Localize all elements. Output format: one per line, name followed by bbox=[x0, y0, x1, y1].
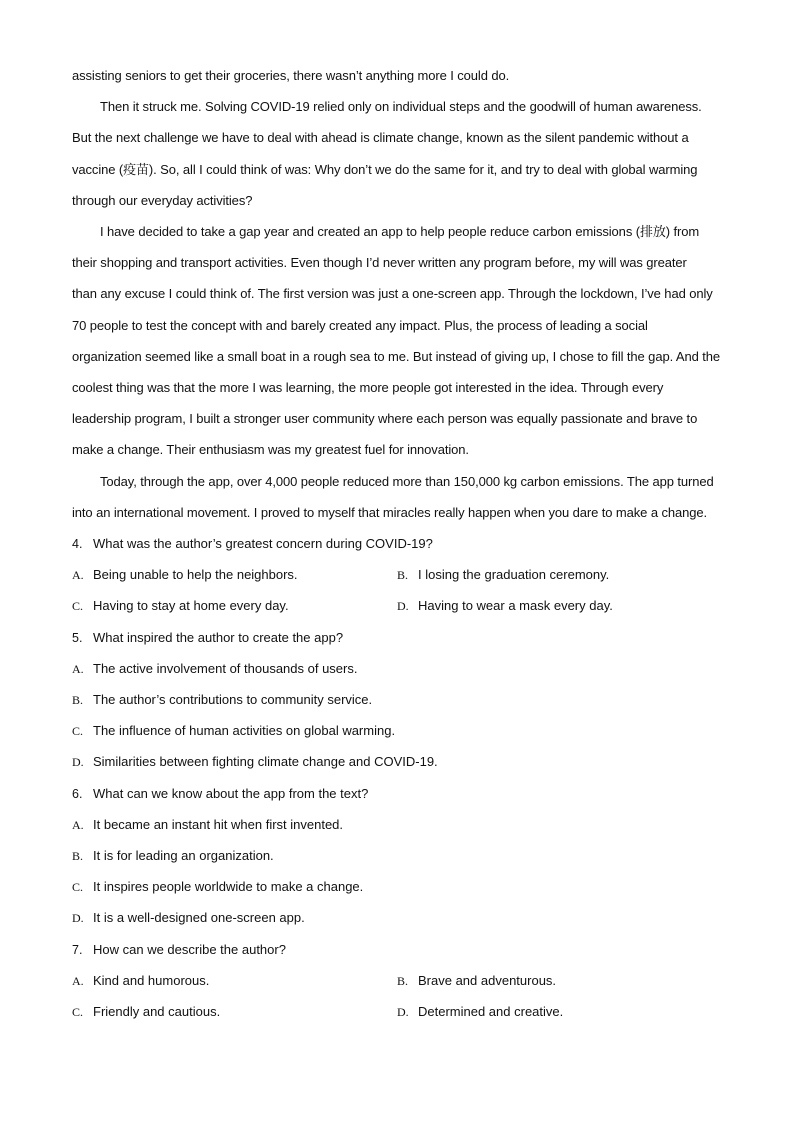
passage-line: Then it struck me. Solving COVID-19 relied only on individual steps and the goodwill of human awareness. bbox=[100, 99, 702, 114]
passage-line: make a change. Their enthusiasm was my greatest fuel for innovation. bbox=[72, 442, 469, 457]
question-number: 7. bbox=[72, 943, 83, 957]
option-letter: D. bbox=[72, 755, 84, 769]
question-text: What inspired the author to create the app? bbox=[93, 630, 344, 645]
option-text: Being unable to help the neighbors. bbox=[93, 567, 298, 582]
passage-line: into an international movement. I proved to myself that miracles really happen when you dare to make a change. bbox=[72, 505, 708, 520]
passage-line: But the next challenge we have to deal with ahead is climate change, known as the silent pandemic without a bbox=[72, 130, 689, 145]
passage-line: organization seemed like a small boat in a rough sea to me. But instead of giving up, I chose to fill the gap. And the bbox=[72, 349, 720, 364]
option-text: Having to stay at home every day. bbox=[93, 598, 289, 613]
option-letter: C. bbox=[72, 724, 84, 738]
option-letter: D. bbox=[397, 1005, 409, 1019]
option-text: The influence of human activities on global warming. bbox=[93, 723, 396, 738]
option-letter: D. bbox=[72, 911, 84, 925]
passage-line: their shopping and transport activities. Even though I’d never written any program before, my will was greater bbox=[72, 255, 687, 270]
question-number: 4. bbox=[72, 537, 83, 551]
passage-line: assisting seniors to get their groceries, there wasn’t anything more I could do. bbox=[72, 68, 510, 83]
question-number: 6. bbox=[72, 787, 83, 801]
option-text: The author’s contributions to community service. bbox=[93, 692, 373, 707]
passage-line: coolest thing was that the more I was learning, the more people got interested in the idea. Through every bbox=[72, 380, 664, 395]
option-letter: C. bbox=[72, 880, 84, 894]
option-text: Similarities between fighting climate change and COVID-19. bbox=[93, 754, 438, 769]
passage-line: through our everyday activities? bbox=[72, 193, 253, 208]
option-letter: A. bbox=[72, 662, 84, 676]
option-letter: A. bbox=[72, 568, 84, 582]
option-text: It is for leading an organization. bbox=[93, 848, 274, 863]
passage-line: leadership program, I built a stronger user community where each person was equally passionate and brave to bbox=[72, 411, 698, 426]
option-letter: A. bbox=[72, 974, 84, 988]
option-letter: B. bbox=[397, 568, 409, 582]
option-letter: C. bbox=[72, 1005, 84, 1019]
option-letter: D. bbox=[397, 599, 409, 613]
option-text: It became an instant hit when first invented. bbox=[93, 817, 344, 832]
passage-line: I have decided to take a gap year and created an app to help people reduce carbon emissions (排放) from bbox=[100, 224, 700, 239]
option-letter: A. bbox=[72, 818, 84, 832]
option-text: Friendly and cautious. bbox=[93, 1004, 221, 1019]
question-text: What was the author’s greatest concern during COVID-19? bbox=[93, 536, 433, 551]
option-text: Determined and creative. bbox=[418, 1004, 564, 1019]
option-text: Having to wear a mask every day. bbox=[418, 598, 613, 613]
passage-line: Today, through the app, over 4,000 people reduced more than 150,000 kg carbon emissions. The app turned bbox=[100, 474, 714, 489]
option-letter: B. bbox=[72, 849, 84, 863]
option-text: I losing the graduation ceremony. bbox=[418, 567, 610, 582]
option-text: Brave and adventurous. bbox=[418, 973, 557, 988]
option-letter: B. bbox=[72, 693, 84, 707]
option-text: It inspires people worldwide to make a change. bbox=[93, 879, 364, 894]
option-text: It is a well-designed one-screen app. bbox=[93, 910, 305, 925]
question-number: 5. bbox=[72, 631, 83, 645]
option-text: Kind and humorous. bbox=[93, 973, 210, 988]
question-text: What can we know about the app from the text? bbox=[93, 786, 369, 801]
option-letter: B. bbox=[397, 974, 409, 988]
option-text: The active involvement of thousands of users. bbox=[93, 661, 358, 676]
passage-line: 70 people to test the concept with and barely created any impact. Plus, the process of leading a social bbox=[72, 318, 648, 333]
question-text: How can we describe the author? bbox=[93, 942, 286, 957]
passage-line: vaccine (疫苗). So, all I could think of was: Why don’t we do the same for it, and try to deal with global warming bbox=[72, 162, 698, 177]
option-letter: C. bbox=[72, 599, 84, 613]
passage-line: than any excuse I could think of. The first version was just a one-screen app. Through the lockdown, I’ve had only bbox=[72, 286, 713, 301]
